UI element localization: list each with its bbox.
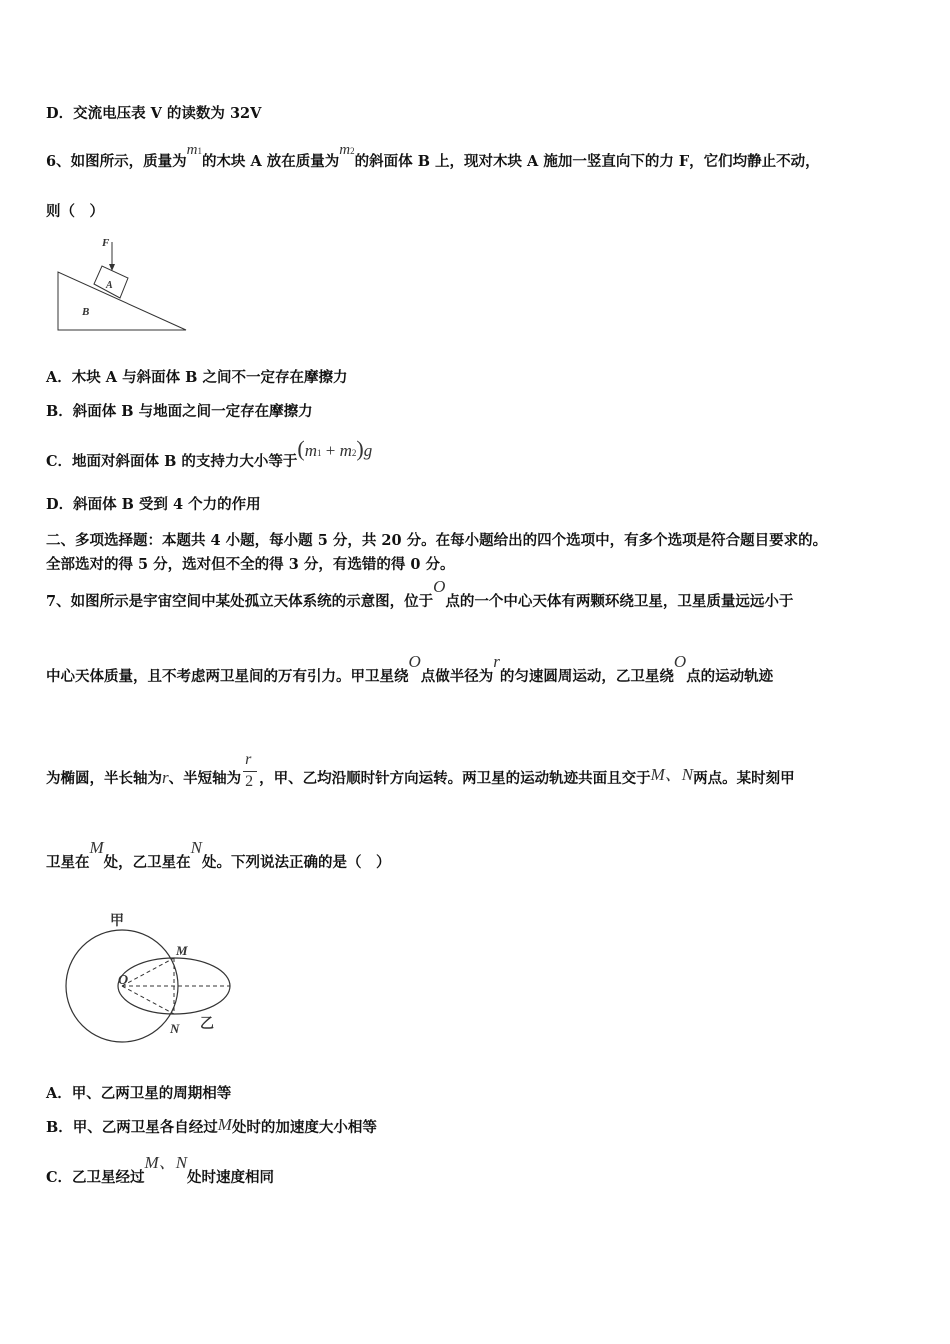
q6-text-2: 的木块 A 放在质量为 (201, 153, 340, 170)
q6-stem-line1 (46, 142, 820, 171)
q6-option-b: B．斜面体 B 与地面之间一定存在摩擦力 (46, 403, 313, 420)
label-o: O (118, 973, 129, 988)
label-n: N (170, 1021, 180, 1036)
section2-line2: 全部选对的得 5 分，选对但不全的得 3 分，有选错的得 0 分。 (46, 556, 455, 573)
q6-option-d: D．斜面体 B 受到 4 个力的作用 (46, 496, 261, 513)
q6-incline-figure (50, 228, 200, 338)
q6-text-3: 的斜面体 B 上，现对木块 A 施加一竖直向下的力 F，它们均静止不动， (354, 153, 820, 170)
q6-option-c: C．地面对斜面体 B 的支持力大小等于(m1 + m2)g (46, 436, 373, 470)
label-yi: 乙 (200, 1017, 214, 1032)
q6-option-a: A．木块 A 与斜面体 B 之间不一定存在摩擦力 (46, 369, 348, 386)
label-b: B (82, 306, 90, 318)
q7-option-c: C．乙卫星经过M、N处时速度相同 (46, 1153, 275, 1186)
q6-m2: m2 (339, 142, 355, 158)
section2-line1: 二、多项选择题：本题共 4 小题，每小题 5 分，共 20 分。在每小题给出的四个选项中，有多个选项是符合题目要求的。 (46, 532, 828, 549)
q6-text-1: 6、如图所示，质量为 (46, 153, 187, 170)
q7-o: O (433, 577, 446, 596)
q7-stem-line2: 中心天体质量，且不考虑两卫星间的万有引力。甲卫星绕O点做半径为r的匀速圆周运动，乙卫星绕O点的运动轨迹 (46, 652, 774, 685)
label-a: A (106, 280, 113, 291)
label-m: M (176, 943, 188, 958)
q7-fraction: $\frac{r}{2}$ (243, 769, 257, 789)
dashed-om (122, 958, 174, 986)
q7-option-a: A．甲、乙两卫星的周期相等 (46, 1085, 232, 1102)
dashed-on (122, 986, 174, 1014)
q7-stem-line3: 为椭圆，半长轴为r、半短轴为 $\frac{r}{2}$ ，甲、乙均沿顺时针方向运转。两卫星的运动轨迹共面且交于M、N两点。某时刻甲 (46, 751, 795, 790)
q7-option-b: B．甲、乙两卫星各自经过M处时的加速度大小相等 (46, 1115, 377, 1136)
prev-option-d: D．交流电压表 V 的读数为 32V (46, 105, 262, 122)
q7-stem-line1: 7、如图所示是宇宙空间中某处孤立天体系统的示意图，位于O点的一个中心天体有两颗环绕卫星，卫星质量远远小于 (46, 577, 794, 610)
q7-orbit-figure (60, 905, 240, 1045)
q7-stem-line4: 卫星在M处，乙卫星在N处。下列说法正确的是（ ） (46, 838, 391, 871)
label-jia: 甲 (110, 914, 124, 929)
label-f: F (102, 237, 110, 249)
q6-stem-line2: 则（ ） (46, 203, 104, 220)
wedge-b (58, 272, 186, 330)
q6-m1: m1 (186, 142, 202, 158)
